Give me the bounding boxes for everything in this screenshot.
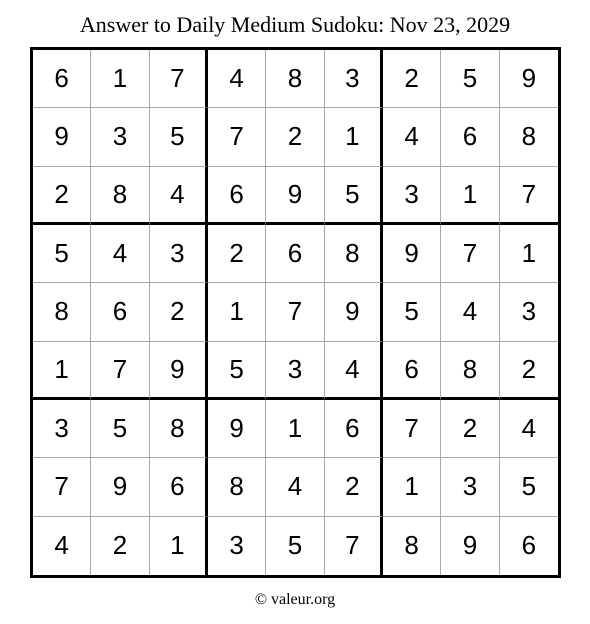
sudoku-cell-r6c6: 4 — [325, 342, 383, 400]
sudoku-cell-r3c1: 2 — [33, 167, 91, 225]
sudoku-cell-r7c6: 6 — [325, 400, 383, 458]
sudoku-cell-r3c2: 8 — [91, 167, 149, 225]
sudoku-cell-r8c2: 9 — [91, 458, 149, 516]
sudoku-cell-r6c7: 6 — [383, 342, 441, 400]
sudoku-cell-r5c5: 7 — [266, 283, 324, 341]
sudoku-cell-r4c6: 8 — [325, 225, 383, 283]
sudoku-cell-r5c4: 1 — [208, 283, 266, 341]
sudoku-cell-r2c6: 1 — [325, 108, 383, 166]
sudoku-cell-r8c9: 5 — [500, 458, 558, 516]
sudoku-cell-r3c5: 9 — [266, 167, 324, 225]
sudoku-cell-r8c6: 2 — [325, 458, 383, 516]
sudoku-cell-r3c3: 4 — [150, 167, 208, 225]
sudoku-cell-r9c6: 7 — [325, 517, 383, 575]
sudoku-cell-r1c6: 3 — [325, 50, 383, 108]
sudoku-cell-r1c8: 5 — [441, 50, 499, 108]
sudoku-cell-r4c5: 6 — [266, 225, 324, 283]
sudoku-cell-r5c3: 2 — [150, 283, 208, 341]
sudoku-cell-r7c7: 7 — [383, 400, 441, 458]
sudoku-cell-r6c3: 9 — [150, 342, 208, 400]
sudoku-cell-r2c4: 7 — [208, 108, 266, 166]
sudoku-cell-r7c9: 4 — [500, 400, 558, 458]
sudoku-cell-r8c1: 7 — [33, 458, 91, 516]
sudoku-cell-r9c4: 3 — [208, 517, 266, 575]
page-title: Answer to Daily Medium Sudoku: Nov 23, 2029 — [79, 12, 511, 37]
sudoku-cell-r5c2: 6 — [91, 283, 149, 341]
sudoku-cell-r9c1: 4 — [33, 517, 91, 575]
sudoku-cell-r6c9: 2 — [500, 342, 558, 400]
copyright-footer: © valeur.org — [254, 591, 336, 608]
sudoku-cell-r8c5: 4 — [266, 458, 324, 516]
sudoku-cell-r9c7: 8 — [383, 517, 441, 575]
sudoku-cell-r4c9: 1 — [500, 225, 558, 283]
sudoku-cell-r5c8: 4 — [441, 283, 499, 341]
sudoku-cell-r4c8: 7 — [441, 225, 499, 283]
sudoku-cell-r2c3: 5 — [150, 108, 208, 166]
sudoku-cell-r7c2: 5 — [91, 400, 149, 458]
sudoku-cell-r1c5: 8 — [266, 50, 324, 108]
sudoku-cell-r4c2: 4 — [91, 225, 149, 283]
sudoku-cell-r9c9: 6 — [521, 530, 537, 561]
sudoku-cell-r7c3: 8 — [150, 400, 208, 458]
sudoku-cell-r2c7: 4 — [383, 108, 441, 166]
sudoku-cell-r1c1: 6 — [33, 50, 91, 108]
sudoku-cell-r6c1: 1 — [33, 342, 91, 400]
sudoku-cell-r2c2: 3 — [91, 108, 149, 166]
sudoku-cell-r6c2: 7 — [91, 342, 149, 400]
sudoku-cell-r7c1: 3 — [33, 400, 91, 458]
sudoku-cell-r9c8: 9 — [441, 517, 499, 575]
sudoku-cell-r6c8: 8 — [441, 342, 499, 400]
sudoku-cell-r7c4: 9 — [208, 400, 266, 458]
sudoku-cell-r8c4: 8 — [208, 458, 266, 516]
sudoku-cell-r1c2: 1 — [91, 50, 149, 108]
sudoku-cell-r5c7: 5 — [383, 283, 441, 341]
sudoku-cell-r9c3: 1 — [150, 517, 208, 575]
sudoku-cell-r4c7: 9 — [383, 225, 441, 283]
sudoku-cell-r2c9: 8 — [500, 108, 558, 166]
sudoku-cell-r5c1: 8 — [33, 283, 91, 341]
sudoku-cell-r3c9: 7 — [500, 167, 558, 225]
sudoku-cell-r5c6: 9 — [325, 283, 383, 341]
sudoku-cell-r4c1: 5 — [33, 225, 91, 283]
sudoku-cell-r2c1: 9 — [33, 108, 91, 166]
sudoku-cell-r7c8: 2 — [441, 400, 499, 458]
sudoku-cell-r1c9: 9 — [500, 50, 558, 108]
sudoku-cell-r9c5: 5 — [266, 517, 324, 575]
sudoku-cell-r3c8: 1 — [441, 167, 499, 225]
sudoku-cell-r1c3: 7 — [150, 50, 208, 108]
sudoku-cell-r8c8: 3 — [441, 458, 499, 516]
sudoku-cell-r9c2: 2 — [91, 517, 149, 575]
sudoku-cell-r1c7: 2 — [383, 50, 441, 108]
sudoku-cell-r4c3: 3 — [150, 225, 208, 283]
sudoku-cell-r3c7: 3 — [383, 167, 441, 225]
sudoku-cell-r8c3: 6 — [150, 458, 208, 516]
sudoku-cell-r6c4: 5 — [208, 342, 266, 400]
sudoku-board — [30, 47, 561, 578]
sudoku-cell-r2c8: 6 — [441, 108, 499, 166]
sudoku-cell-r2c5: 2 — [266, 108, 324, 166]
sudoku-cell-r6c5: 3 — [266, 342, 324, 400]
sudoku-cell-r7c5: 1 — [266, 400, 324, 458]
sudoku-cell-r1c4: 4 — [208, 50, 266, 108]
sudoku-cell-r3c4: 6 — [208, 167, 266, 225]
sudoku-cell-r5c9: 3 — [500, 283, 558, 341]
sudoku-cell-r4c4: 2 — [208, 225, 266, 283]
sudoku-cell-r3c6: 5 — [325, 167, 383, 225]
sudoku-cell-r8c7: 1 — [383, 458, 441, 516]
